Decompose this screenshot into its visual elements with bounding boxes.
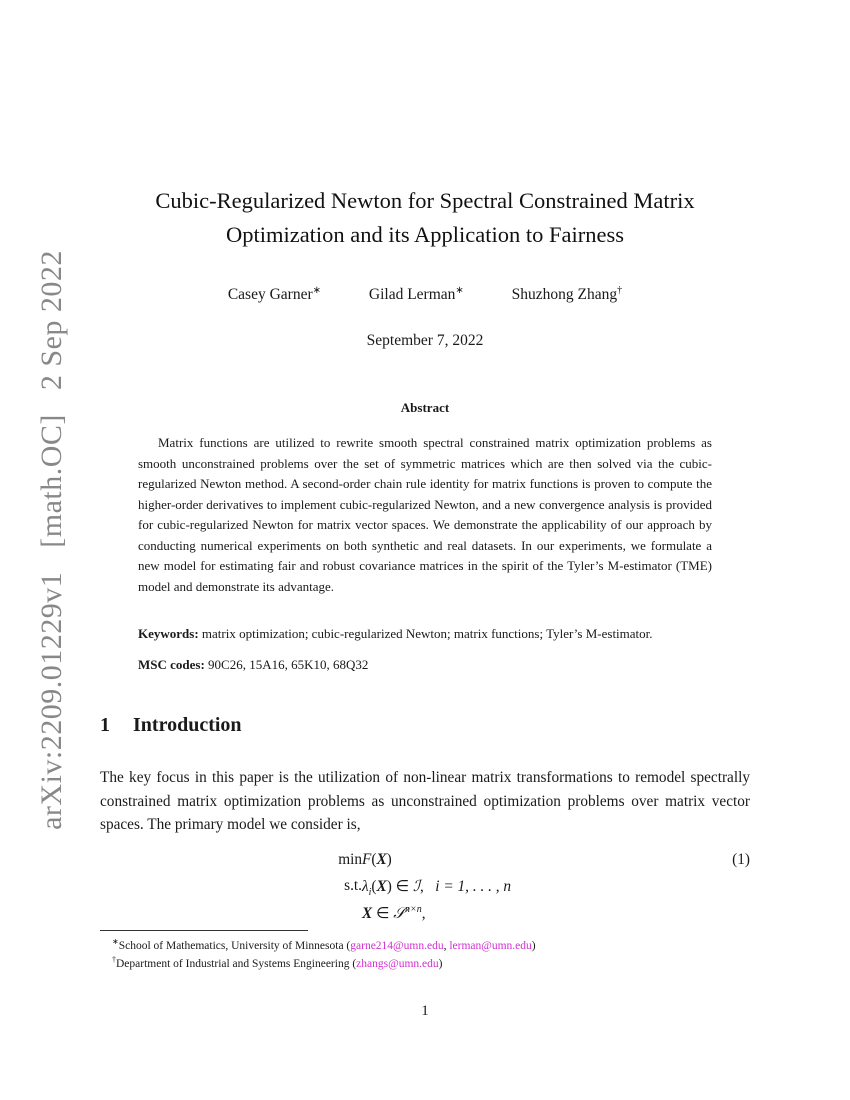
keywords-label: Keywords:	[138, 626, 199, 641]
equation-index-range: i = 1, . . . , n	[435, 878, 512, 895]
intro-paragraph: The key focus in this paper is the utilization of non-linear matrix transformations to remodel spectrally constrained matrix optimization problems as unconstrained optimization problems over matrix vector spaces. The primary model we consider is,	[100, 769, 750, 833]
equation-min-label: min	[338, 851, 362, 868]
author-mark: ∗	[312, 285, 322, 296]
arxiv-date: 2 Sep 2022	[35, 250, 68, 391]
abstract-heading: Abstract	[400, 400, 450, 415]
section-number: 1	[100, 714, 110, 736]
title-line-2: Optimization and its Application to Fairness	[225, 222, 625, 247]
equation-block: min F(X) s.t. $\lambda_i(X)$ ∈ ℐ, i = 1, . . . , n X ∈ 𝒮$^{n\times n}$, (1)	[100, 848, 750, 928]
email-link[interactable]: garne214@umn.edu	[350, 939, 444, 952]
author-mark: ∗	[455, 285, 464, 296]
author: Casey Garner∗	[227, 285, 322, 304]
equation-st-label: s.t.	[344, 877, 362, 894]
arxiv-sidebar	[35, 242, 69, 838]
title-line-1: Cubic-Regularized Newton for Spectral Constrained Matrix	[155, 188, 695, 213]
arxiv-id[interactable]: arXiv:2209.01229v1	[35, 571, 68, 830]
arxiv-category: [math.OC]	[35, 414, 68, 548]
paper-date: September 7, 2022	[366, 332, 484, 349]
section-title: Introduction	[133, 714, 242, 736]
footnote-rule	[100, 930, 308, 931]
equation-number: (1)	[732, 851, 750, 868]
footnote: †Department of Industrial and Systems Engineering (zhangs@umn.edu)	[112, 955, 443, 970]
msc-line	[138, 657, 738, 673]
author-mark: †	[617, 285, 623, 296]
section-heading	[100, 714, 242, 737]
paper-title	[100, 184, 750, 252]
abstract-body: Matrix functions are utilized to rewrite smooth spectral constrained matrix optimization problems as smooth unconstrained problems over the set of symmetric matrices which are then solved via the cubic-regularized Newton method. A second-order chain rule identity for matrix functions is proven to compute the higher-order derivatives to implement cubic-regularized Newton, and a new convergence analysis is provided for cubic-regularized Newton for matrix vector spaces. We demonstrate the applicability of our approach by conducting numerical experiments on both synthetic and real datasets. In our experiments, we formulate a new model for estimating fair and robust covariance matrices in the spirit of the Tyler’s M-estimator (TME) model and demonstrate its advantage.	[138, 435, 712, 594]
author-list	[100, 285, 750, 304]
author: Gilad Lerman∗	[368, 285, 464, 304]
email-link[interactable]: zhangs@umn.edu	[356, 957, 439, 970]
page-number: 1	[421, 1003, 429, 1019]
email-link[interactable]: lerman@umn.edu	[449, 939, 532, 952]
keywords-text: matrix optimization; cubic-regularized Newton; matrix functions; Tyler’s M-estimator.	[201, 626, 653, 641]
footnote: ∗School of Mathematics, University of Minnesota (garne214@umn.edu, lerman@umn.edu)	[112, 937, 536, 952]
author: Shuzhong Zhang†	[511, 285, 623, 304]
msc-label: MSC codes:	[138, 657, 205, 672]
msc-text: 90C26, 15A16, 65K10, 68Q32	[208, 657, 369, 672]
keywords-line	[138, 626, 738, 642]
